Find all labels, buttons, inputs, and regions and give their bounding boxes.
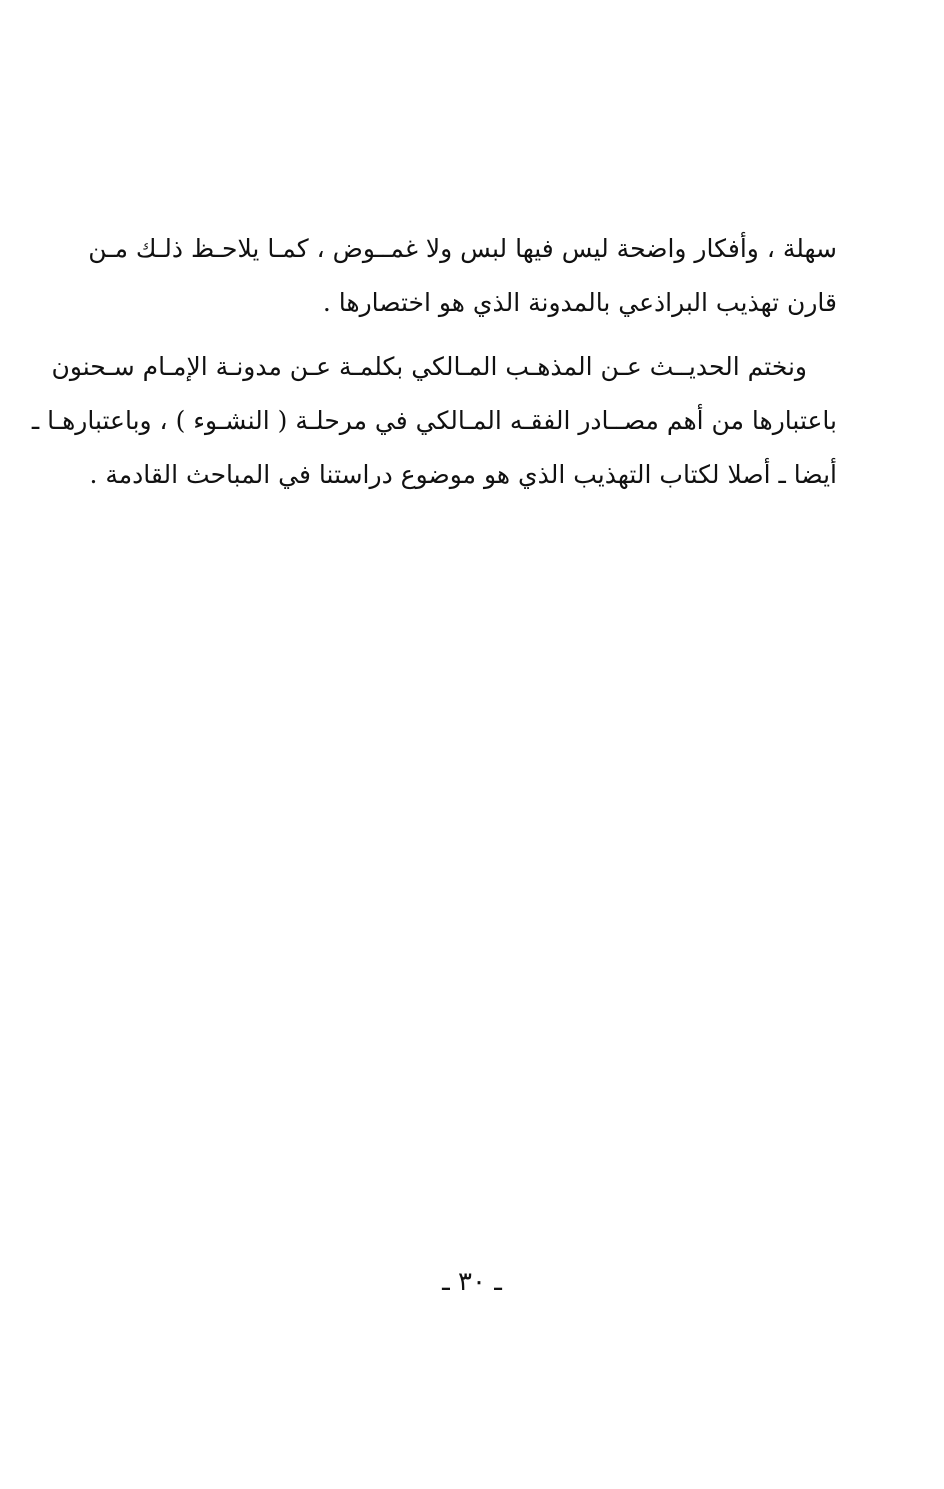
text-line: سهلة ، وأفكار واضحة ليس فيها لبس ولا غمــوض ، كمـا يلاحـظ ذلـك مـن <box>88 234 837 263</box>
paragraph-2 <box>31 340 837 502</box>
body-text <box>31 222 837 502</box>
paragraph-spacer <box>105 330 837 340</box>
text-line: باعتبارها من أهم مصــادر الفقـه المـالكي في مرحلـة ( النشـوء ) ، وباعتبارهـا ـ <box>31 406 837 435</box>
text-line: قارن تهذيب البراذعي بالمدونة الذي هو اختصارها . <box>322 288 837 317</box>
text-line: ونختم الحديــث عـن المذهـب المـالكي بكلمـة عـن مدونـة الإمـام سـحنون <box>51 352 807 381</box>
page-number: ـ ٣٠ ـ <box>442 1267 502 1297</box>
paragraph-1 <box>88 222 837 330</box>
text-line: أيضا ـ أصلا لكتاب التهذيب الذي هو موضوع دراستنا في المباحث القادمة . <box>89 460 837 489</box>
